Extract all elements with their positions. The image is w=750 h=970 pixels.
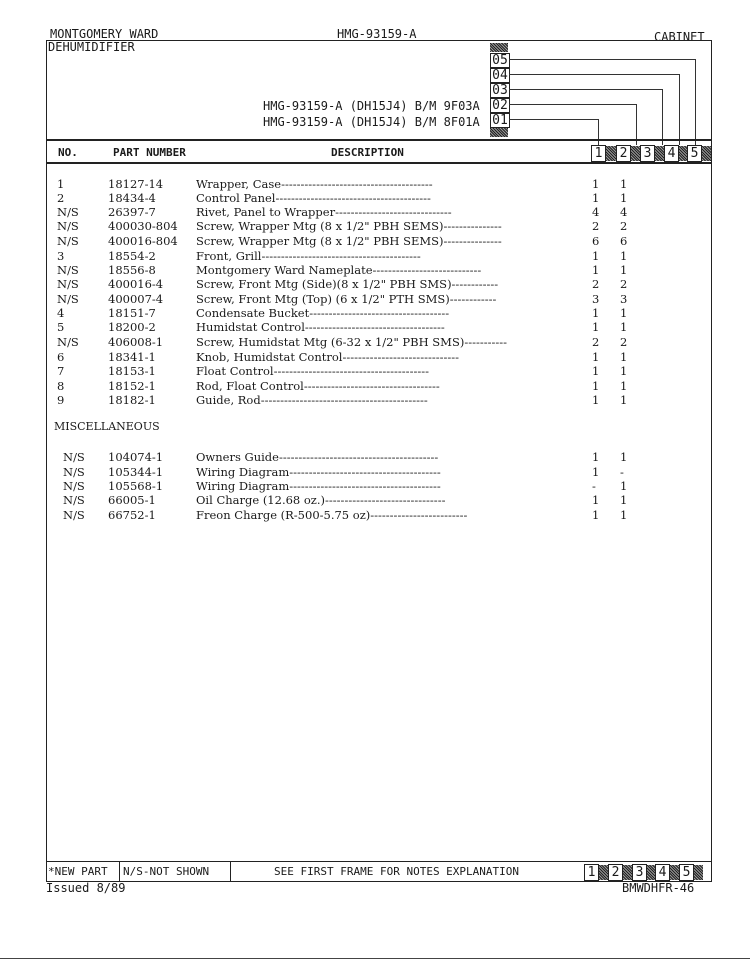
row-no: N/S — [57, 234, 79, 248]
footer-box-1: 1 — [584, 864, 599, 881]
footer-box-2: 2 — [608, 864, 623, 881]
row-qty-1: 1 — [592, 364, 600, 378]
row-qty-1: 1 — [592, 263, 600, 277]
serial-01: 01 — [490, 113, 510, 128]
row-no: N/S — [63, 479, 85, 493]
column-box-hatch-3 — [655, 146, 664, 161]
row-part-number: 18127-14 — [108, 177, 164, 191]
model-line-02: HMG-93159-A (DH15J4) B/M 9F03A — [263, 99, 480, 113]
leader-04 — [509, 74, 679, 75]
row-description: Wiring Diagram--------------------------------------- — [196, 465, 441, 479]
row-description: Rivet, Panel to Wrapper------------------------------ — [196, 205, 452, 219]
row-no: 1 — [57, 177, 65, 191]
model-code: HMG-93159-A — [337, 27, 417, 41]
row-description: Freon Charge (R-500-5.75 oz)------------------------- — [196, 508, 468, 522]
column-box-3: 3 — [640, 145, 655, 162]
row-part-number: 18434-4 — [108, 191, 156, 205]
row-qty-1: 1 — [592, 379, 600, 393]
row-description: Condensate Bucket------------------------------------ — [196, 306, 450, 320]
row-qty-2: 1 — [620, 379, 628, 393]
row-no: N/S — [57, 292, 79, 306]
row-description: Screw, Humidstat Mtg (6-32 x 1/2" PBH SMS)----------- — [196, 335, 508, 349]
row-description: Oil Charge (12.68 oz.)------------------------------- — [196, 493, 446, 507]
column-box-1: 1 — [591, 145, 606, 162]
row-no: N/S — [63, 508, 85, 522]
column-box-hatch-4 — [679, 146, 687, 161]
row-description: Wrapper, Case--------------------------------------- — [196, 177, 433, 191]
footer-box-hatch-4 — [670, 865, 679, 880]
footer-top-rule — [46, 861, 712, 862]
row-description: Front, Grill----------------------------------------- — [196, 249, 421, 263]
row-qty-1: 1 — [592, 450, 600, 464]
row-part-number: 26397-7 — [108, 205, 156, 219]
row-qty-2: 2 — [620, 219, 628, 233]
row-qty-1: 4 — [592, 205, 600, 219]
row-qty-2: 2 — [620, 335, 628, 349]
footer-not-shown: N/S-NOT SHOWN — [123, 865, 210, 878]
row-qty-1: 1 — [592, 191, 600, 205]
column-box-5: 5 — [687, 145, 702, 162]
row-part-number: 400016-4 — [108, 277, 164, 291]
row-no: N/S — [57, 263, 79, 277]
leader-05-down — [695, 59, 696, 145]
page-code: BMWDHFR-46 — [622, 881, 695, 895]
row-part-number: 105568-1 — [108, 479, 164, 493]
row-part-number: 400030-804 — [108, 219, 178, 233]
row-description: Knob, Humidstat Control------------------------------ — [196, 350, 460, 364]
row-part-number: 18554-2 — [108, 249, 156, 263]
row-qty-2: 1 — [620, 249, 628, 263]
column-box-hatch-2 — [631, 146, 640, 161]
row-no: 7 — [57, 364, 65, 378]
row-qty-1: 1 — [592, 493, 600, 507]
leader-01-down — [598, 119, 599, 145]
row-qty-2: 1 — [620, 350, 628, 364]
row-no: 6 — [57, 350, 65, 364]
row-qty-1: 1 — [592, 249, 600, 263]
row-description: Screw, Front Mtg (Top) (6 x 1/2" PTH SMS)------------ — [196, 292, 497, 306]
row-no: 8 — [57, 379, 65, 393]
column-box-hatch-1 — [606, 146, 616, 161]
row-no: 4 — [57, 306, 65, 320]
row-no: 2 — [57, 191, 65, 205]
row-qty-2: 2 — [620, 277, 628, 291]
row-no: N/S — [63, 493, 85, 507]
row-qty-1: 3 — [592, 292, 600, 306]
row-qty-2: - — [620, 465, 624, 479]
column-description: DESCRIPTION — [331, 146, 404, 159]
row-part-number: 18182-1 — [108, 393, 156, 407]
row-qty-2: 1 — [620, 177, 628, 191]
row-qty-2: 1 — [620, 364, 628, 378]
footer-notes: SEE FIRST FRAME FOR NOTES EXPLANATION — [274, 865, 520, 878]
row-description: Float Control---------------------------------------- — [196, 364, 429, 378]
row-qty-1: 1 — [592, 320, 600, 334]
row-qty-1: 1 — [592, 306, 600, 320]
row-no: 3 — [57, 249, 65, 263]
row-qty-2: 1 — [620, 393, 628, 407]
issued-date: Issued 8/89 — [46, 881, 126, 895]
leader-02 — [509, 104, 636, 105]
footer-box-hatch-3 — [647, 865, 655, 880]
row-qty-2: 1 — [620, 479, 628, 493]
column-header-top-rule — [46, 139, 712, 141]
serial-04: 04 — [490, 68, 510, 83]
product-name: DEHUMIDIFIER — [48, 40, 135, 54]
row-part-number: 18341-1 — [108, 350, 156, 364]
scan-edge-line — [0, 958, 750, 959]
footer-box-hatch-5 — [694, 865, 703, 880]
row-description: Wiring Diagram--------------------------------------- — [196, 479, 441, 493]
row-qty-1: 2 — [592, 335, 600, 349]
footer-box-hatch-1 — [599, 865, 608, 880]
row-description: Screw, Front Mtg (Side)(8 x 1/2" PBH SMS)------------ — [196, 277, 499, 291]
row-no: N/S — [57, 205, 79, 219]
footer-box-4: 4 — [655, 864, 670, 881]
model-line-01: HMG-93159-A (DH15J4) B/M 8F01A — [263, 115, 480, 129]
leader-03-down — [662, 89, 663, 145]
row-no: 9 — [57, 393, 65, 407]
row-qty-1: 1 — [592, 465, 600, 479]
row-description: Humidstat Control------------------------------------ — [196, 320, 445, 334]
row-description: Screw, Wrapper Mtg (8 x 1/2" PBH SEMS)--------------- — [196, 219, 502, 233]
row-qty-2: 1 — [620, 191, 628, 205]
row-description: Control Panel---------------------------------------- — [196, 191, 431, 205]
section-title: CABINET — [654, 30, 705, 44]
row-qty-2: 3 — [620, 292, 628, 306]
row-no: N/S — [57, 219, 79, 233]
column-no: NO. — [58, 146, 78, 159]
brand-name: MONTGOMERY WARD — [50, 27, 159, 41]
row-qty-1: 1 — [592, 508, 600, 522]
row-qty-1: 1 — [592, 177, 600, 191]
row-qty-2: 1 — [620, 508, 628, 522]
row-qty-2: 6 — [620, 234, 628, 248]
row-qty-2: 1 — [620, 493, 628, 507]
row-qty-1: 1 — [592, 393, 600, 407]
column-header-bottom-rule — [46, 162, 712, 164]
row-part-number: 104074-1 — [108, 450, 164, 464]
row-part-number: 18152-1 — [108, 379, 156, 393]
row-qty-2: 1 — [620, 320, 628, 334]
row-description: Montgomery Ward Nameplate---------------------------- — [196, 263, 482, 277]
row-description: Owners Guide----------------------------------------- — [196, 450, 439, 464]
row-no: N/S — [57, 335, 79, 349]
row-part-number: 18556-8 — [108, 263, 156, 277]
row-description: Rod, Float Control----------------------------------- — [196, 379, 440, 393]
serial-03: 03 — [490, 83, 510, 98]
serial-05: 05 — [490, 53, 510, 68]
row-qty-2: 1 — [620, 263, 628, 277]
footer-divider-2 — [230, 861, 231, 882]
row-part-number: 406008-1 — [108, 335, 164, 349]
serial-02: 02 — [490, 98, 510, 113]
leader-04-down — [679, 74, 680, 145]
row-no: N/S — [63, 450, 85, 464]
row-description: Guide, Rod------------------------------------------- — [196, 393, 428, 407]
footer-new-part: *NEW PART — [48, 865, 108, 878]
row-part-number: 105344-1 — [108, 465, 164, 479]
row-part-number: 66752-1 — [108, 508, 156, 522]
misc-section-title: MISCELLANEOUS — [54, 420, 160, 433]
footer-box-hatch-2 — [623, 865, 632, 880]
row-part-number: 400016-804 — [108, 234, 178, 248]
column-box-hatch-5 — [702, 146, 711, 161]
column-box-2: 2 — [616, 145, 631, 162]
row-qty-1: 2 — [592, 219, 600, 233]
row-no: 5 — [57, 320, 65, 334]
row-part-number: 400007-4 — [108, 292, 164, 306]
serial-hatch-bottom — [490, 128, 508, 137]
row-part-number: 18151-7 — [108, 306, 156, 320]
row-part-number: 18200-2 — [108, 320, 156, 334]
row-qty-1: 6 — [592, 234, 600, 248]
row-qty-1: - — [592, 479, 596, 493]
leader-03 — [509, 89, 662, 90]
row-description: Screw, Wrapper Mtg (8 x 1/2" PBH SEMS)--------------- — [196, 234, 502, 248]
row-qty-2: 4 — [620, 205, 628, 219]
row-qty-2: 1 — [620, 306, 628, 320]
column-box-4: 4 — [664, 145, 679, 162]
serial-hatch-top — [490, 43, 508, 52]
footer-divider-1 — [119, 861, 120, 882]
row-no: N/S — [63, 465, 85, 479]
row-qty-2: 1 — [620, 450, 628, 464]
row-no: N/S — [57, 277, 79, 291]
column-part-number: PART NUMBER — [113, 146, 186, 159]
footer-box-5: 5 — [679, 864, 694, 881]
row-qty-1: 1 — [592, 350, 600, 364]
row-part-number: 18153-1 — [108, 364, 156, 378]
leader-05 — [509, 59, 695, 60]
row-qty-1: 2 — [592, 277, 600, 291]
footer-box-3: 3 — [632, 864, 647, 881]
row-part-number: 66005-1 — [108, 493, 156, 507]
leader-01 — [509, 119, 598, 120]
